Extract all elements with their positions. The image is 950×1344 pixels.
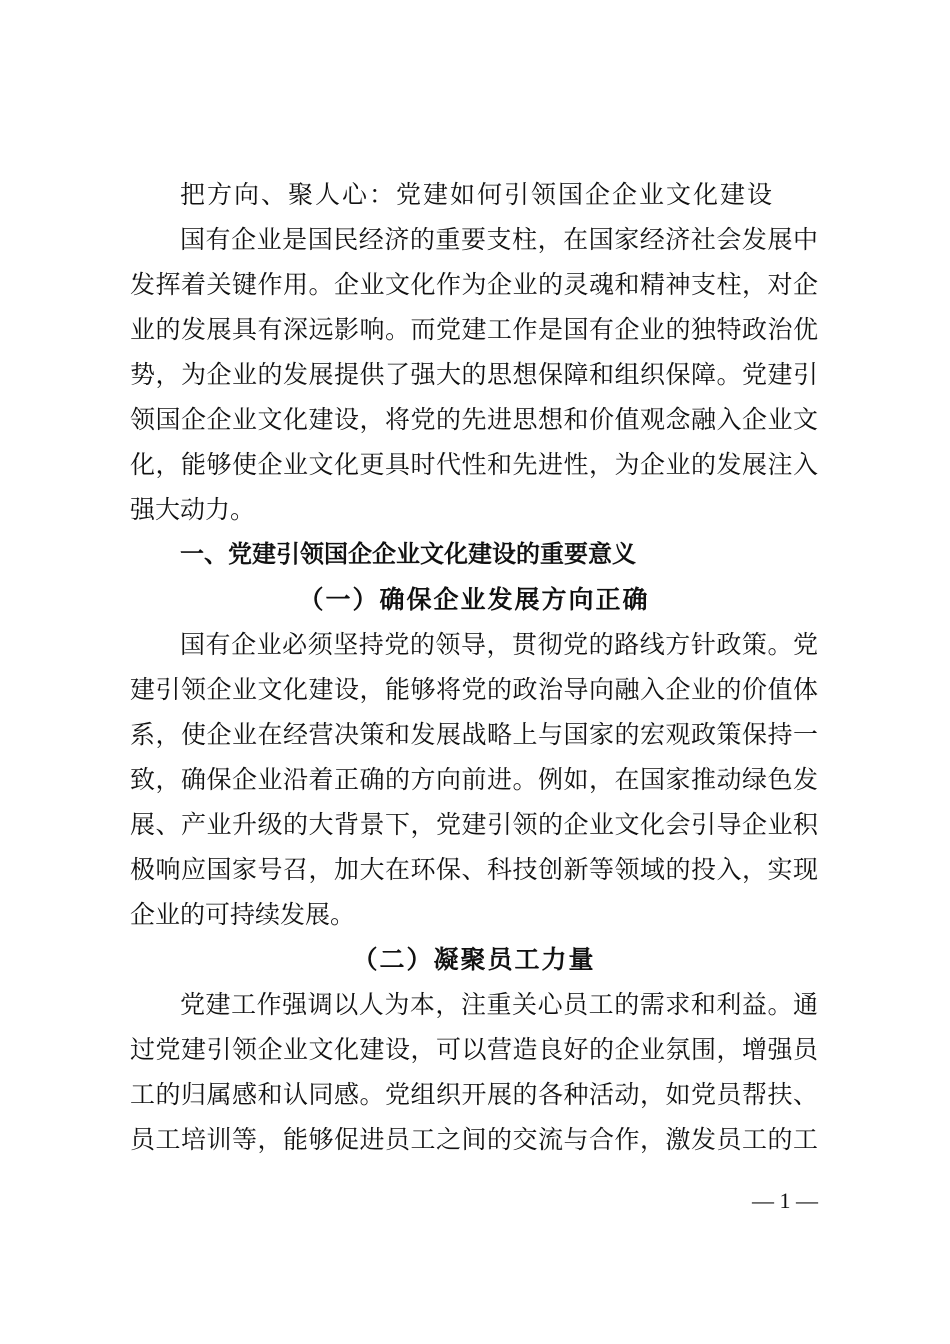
section-heading: 一、党建引领国企企业文化建设的重要意义 xyxy=(180,540,636,568)
document-body xyxy=(130,172,818,1162)
paragraph-line: 国有企业必须坚持党的领导，贯彻党的路线方针政策。党 xyxy=(180,630,818,659)
paragraph-line: 势，为企业的发展提供了强大的思想保障和组织保障。党建引 xyxy=(130,360,818,389)
paragraph-line: 国有企业是国民经济的重要支柱，在国家经济社会发展中 xyxy=(180,225,818,254)
paragraph-line: 极响应国家号召，加大在环保、科技创新等领域的投入，实现 xyxy=(130,855,818,884)
paragraph-line: 强大动力。 xyxy=(130,495,256,524)
paragraph-line: 工的归属感和认同感。党组织开展的各种活动，如党员帮扶、 xyxy=(130,1080,818,1109)
paragraph-line: 发挥着关键作用。企业文化作为企业的灵魂和精神支柱，对企 xyxy=(130,270,818,299)
paragraph-line: 领国企企业文化建设，将党的先进思想和价值观念融入企业文 xyxy=(130,405,818,434)
intro-paragraph xyxy=(130,217,818,532)
document-title: 把方向、聚人心：党建如何引领国企企业文化建设 xyxy=(180,180,775,209)
page-number: — 1 — xyxy=(752,1188,818,1213)
paragraph-line: 系，使企业在经营决策和发展战略上与国家的宏观政策保持一 xyxy=(130,720,818,749)
paragraph-line: 致，确保企业沿着正确的方向前进。例如，在国家推动绿色发 xyxy=(130,765,818,794)
paragraph-line: 过党建引领企业文化建设，可以营造良好的企业氛围，增强员 xyxy=(130,1035,818,1064)
paragraph-line: 建引领企业文化建设，能够将党的政治导向融入企业的价值体 xyxy=(130,675,818,704)
paragraph-line: 展、产业升级的大背景下，党建引领的企业文化会引导企业积 xyxy=(130,810,818,839)
paragraph-line: 党建工作强调以人为本，注重关心员工的需求和利益。通 xyxy=(180,990,818,1019)
subsection-heading: （一）确保企业发展方向正确 xyxy=(298,585,650,614)
subsection-paragraph xyxy=(130,622,818,937)
subsection-paragraph xyxy=(130,982,818,1162)
paragraph-line: 业的发展具有深远影响。而党建工作是国有企业的独特政治优 xyxy=(130,315,818,344)
paragraph-line: 企业的可持续发展。 xyxy=(130,900,356,929)
subsection-heading: （二）凝聚员工力量 xyxy=(352,945,596,974)
paragraph-line: 化，能够使企业文化更具时代性和先进性，为企业的发展注入 xyxy=(130,450,818,479)
paragraph-line: 员工培训等，能够促进员工之间的交流与合作，激发员工的工 xyxy=(130,1125,818,1154)
